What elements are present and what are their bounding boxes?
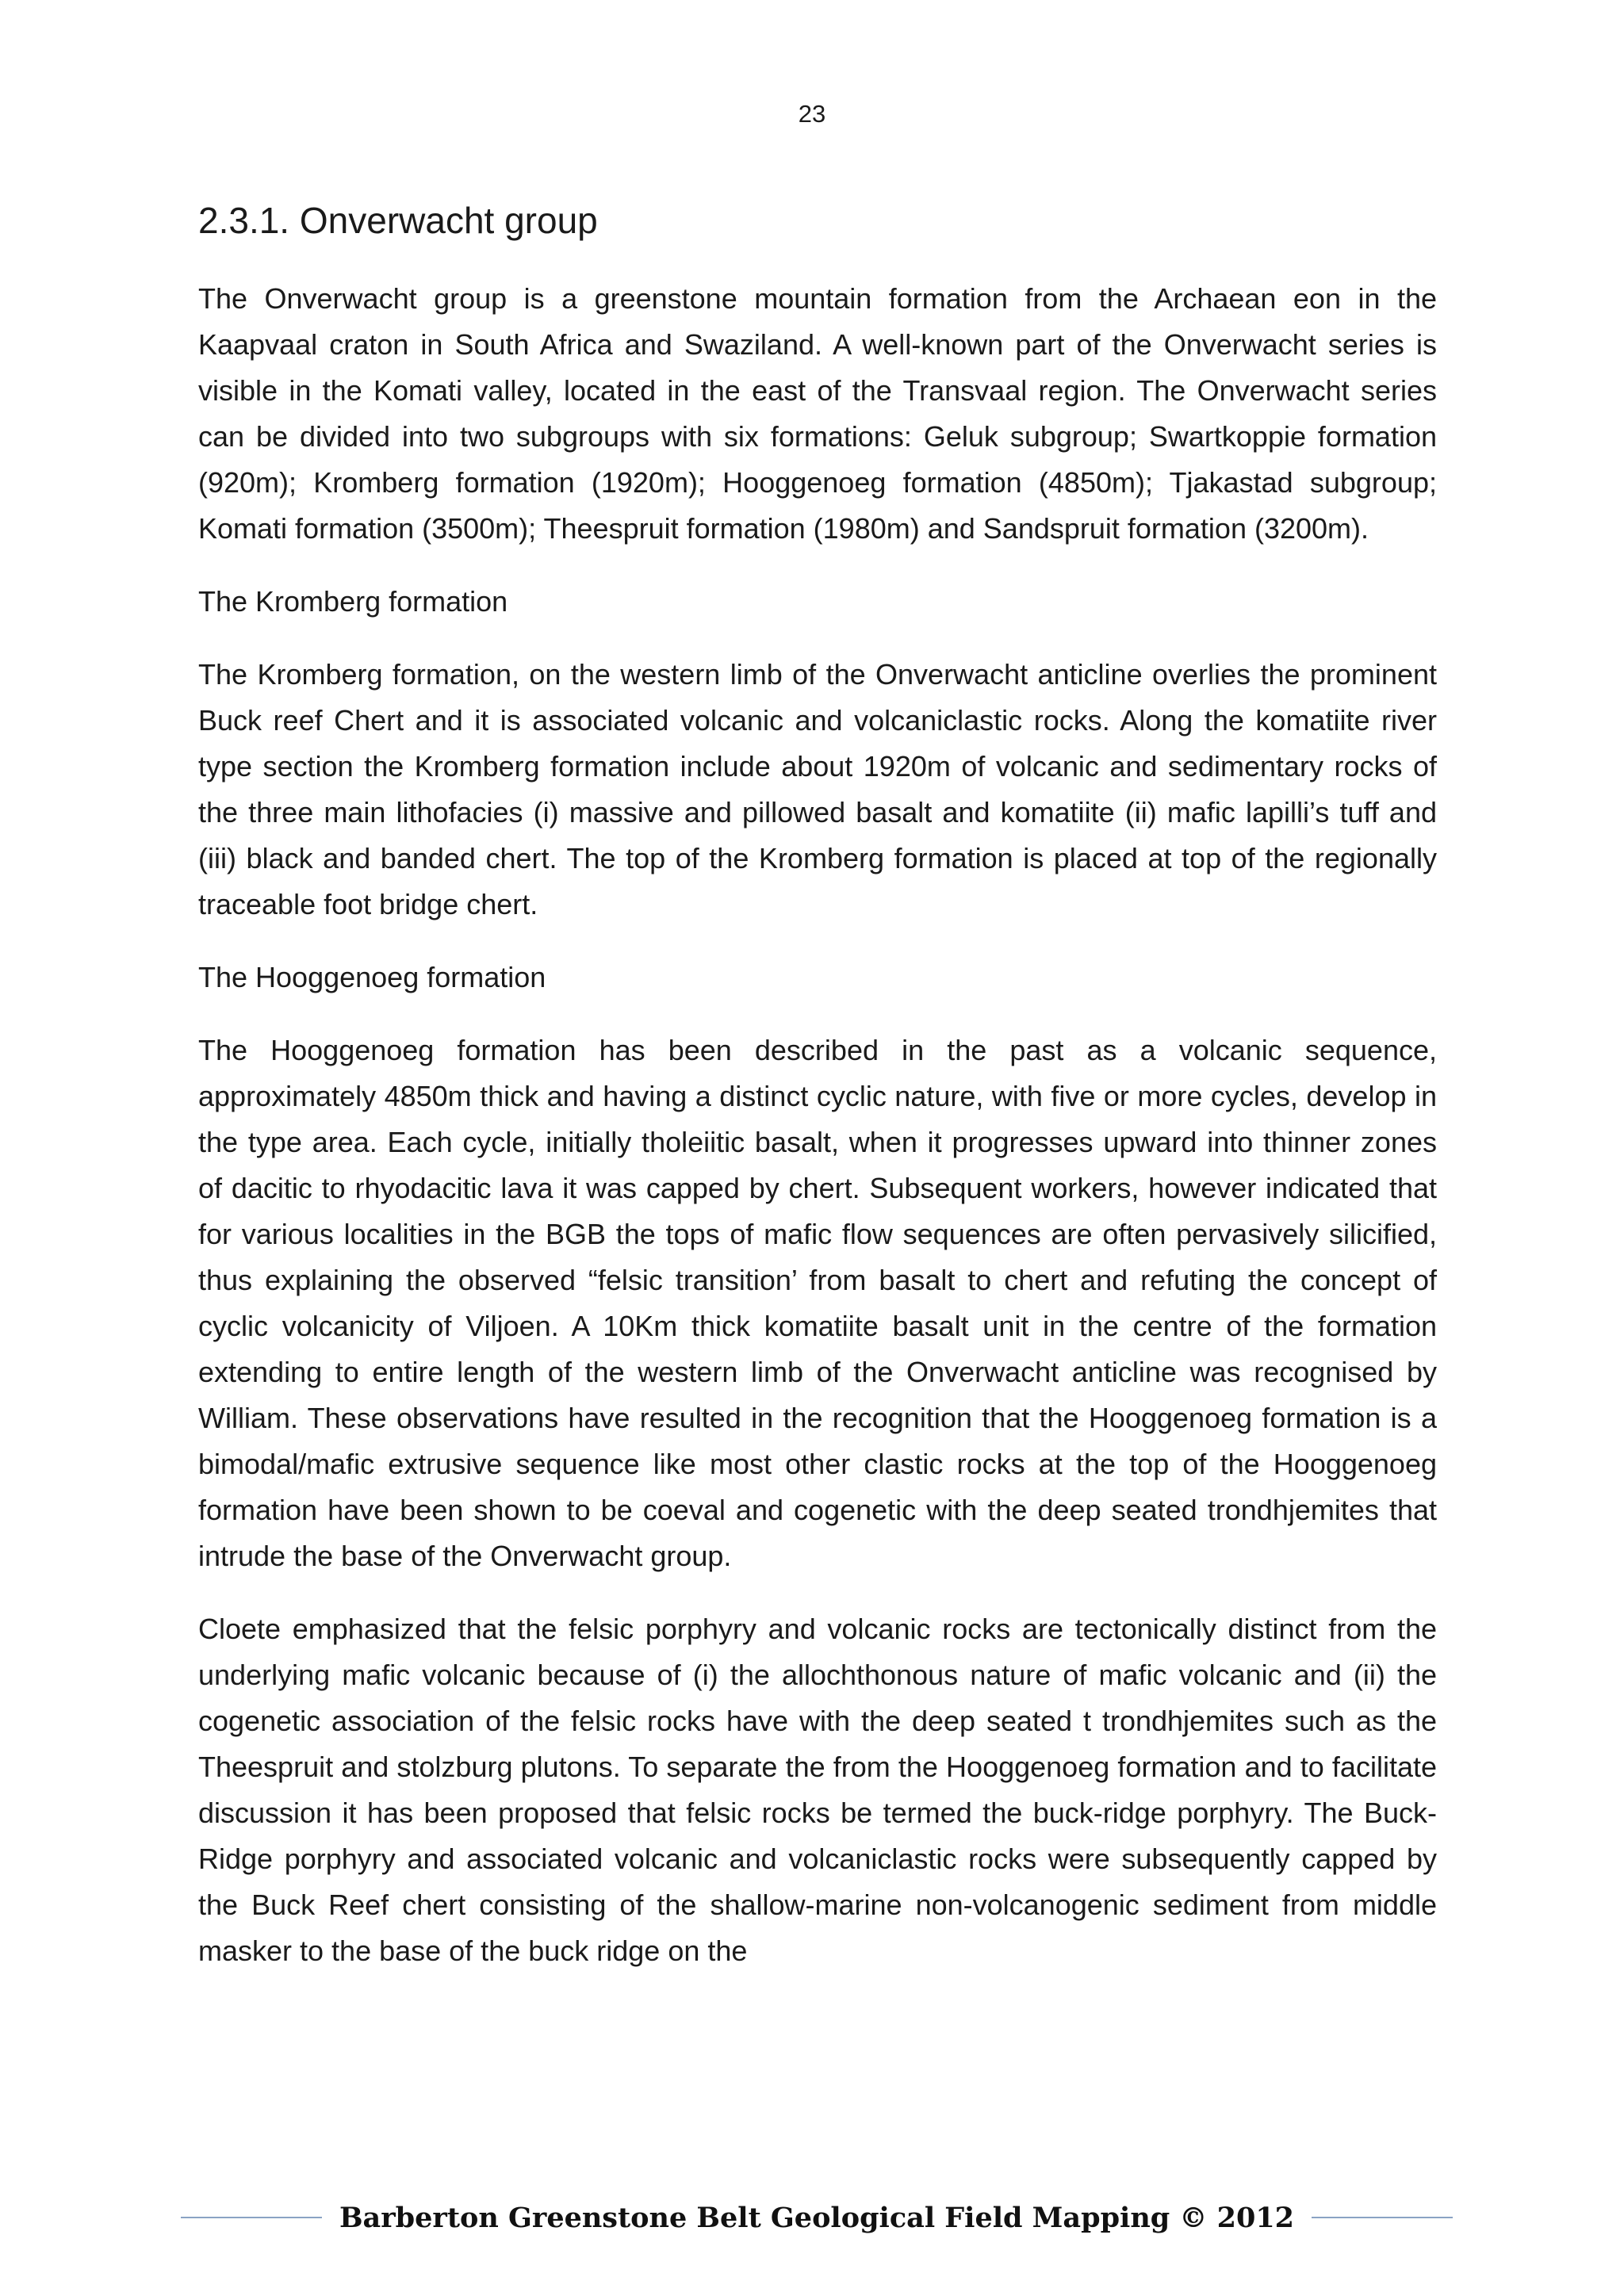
hooggenoeg-paragraph: The Hooggenoeg formation has been described in the past as a volcanic sequence, approximately 4850m thick and having a distinct cyclic nature, with five or more cycles, develop in the type area. Each cycle, initially tholeiitic basalt, when it progresses upward into thinner zones of dacitic to rhyodacitic lava it was capped by chert. Subsequent workers, however indicated that for various localities in the BGB the tops of mafic flow sequences are often pervasively silicified, thus explaining the observed “felsic transition’ from basalt to chert and refuting the concept of cyclic volcanicity of Viljoen. A 10Km thick komatiite basalt unit in the centre of the formation extending to entire length of the western limb of the Onverwacht anticline was recognised by William. These observations have resulted in the recognition that the Hooggenoeg formation is a bimodal/mafic extrusive sequence like most other clastic rocks at the top of the Hooggenoeg formation have been shown to be coeval and cogenetic with the deep seated trondhjemites that intrude the base of the Onverwacht group. <box>198 1034 1437 1572</box>
footer-rule-left <box>181 2217 322 2218</box>
footer-text: Barberton Greenstone Belt Geological Field Mapping © 2012 <box>339 2201 1295 2234</box>
hooggenoeg-subheading: The Hooggenoeg formation <box>198 961 546 993</box>
section-heading: 2.3.1. Onverwacht group <box>198 200 598 241</box>
kromberg-subheading: The Kromberg formation <box>198 585 508 618</box>
cloete-paragraph: Cloete emphasized that the felsic porphyry and volcanic rocks are tectonically distinct from the underlying mafic volcanic because of (i) the allochthonous nature of mafic volcanic and (ii) the cogenetic association of the felsic rocks have with the deep seated t trondhjemites such as the Theespruit and stolzburg plutons. To separate the from the Hooggenoeg formation and to facilitate discussion it has been proposed that felsic rocks be termed the buck-ridge porphyry. The Buck-Ridge porphyry and associated volcanic and volcaniclastic rocks were subsequently capped by the Buck Reef chert consisting of the shallow-marine non-volcanogenic sediment from middle masker to the base of the buck ridge on the <box>198 1613 1437 1967</box>
intro-paragraph: The Onverwacht group is a greenstone mountain formation from the Archaean eon in the Kaapvaal craton in South Africa and Swaziland. A well-known part of the Onverwacht series is visible in the Komati valley, located in the east of the Transvaal region. The Onverwacht series can be divided into two subgroups with six formations: Geluk subgroup; Swartkoppie formation (920m); Kromberg formation (1920m); Hooggenoeg formation (4850m); Tjakastad subgroup; Komati formation (3500m); Theespruit formation (1980m) and Sandspruit formation (3200m). <box>198 282 1437 545</box>
footer-rule-right <box>1312 2217 1453 2218</box>
page-number: 23 <box>798 100 826 128</box>
page-content <box>198 197 1437 2001</box>
kromberg-paragraph: The Kromberg formation, on the western limb of the Onverwacht anticline overlies the prominent Buck reef Chert and it is associated volcanic and volcaniclastic rocks. Along the komatiite river type section the Kromberg formation include about 1920m of volcanic and sedimentary rocks of the three main lithofacies (i) massive and pillowed basalt and komatiite (ii) mafic lapilli’s tuff and (iii) black and banded chert. The top of the Kromberg formation is placed at top of the regionally traceable foot bridge chert. <box>198 658 1437 920</box>
page-footer <box>181 2198 1453 2237</box>
